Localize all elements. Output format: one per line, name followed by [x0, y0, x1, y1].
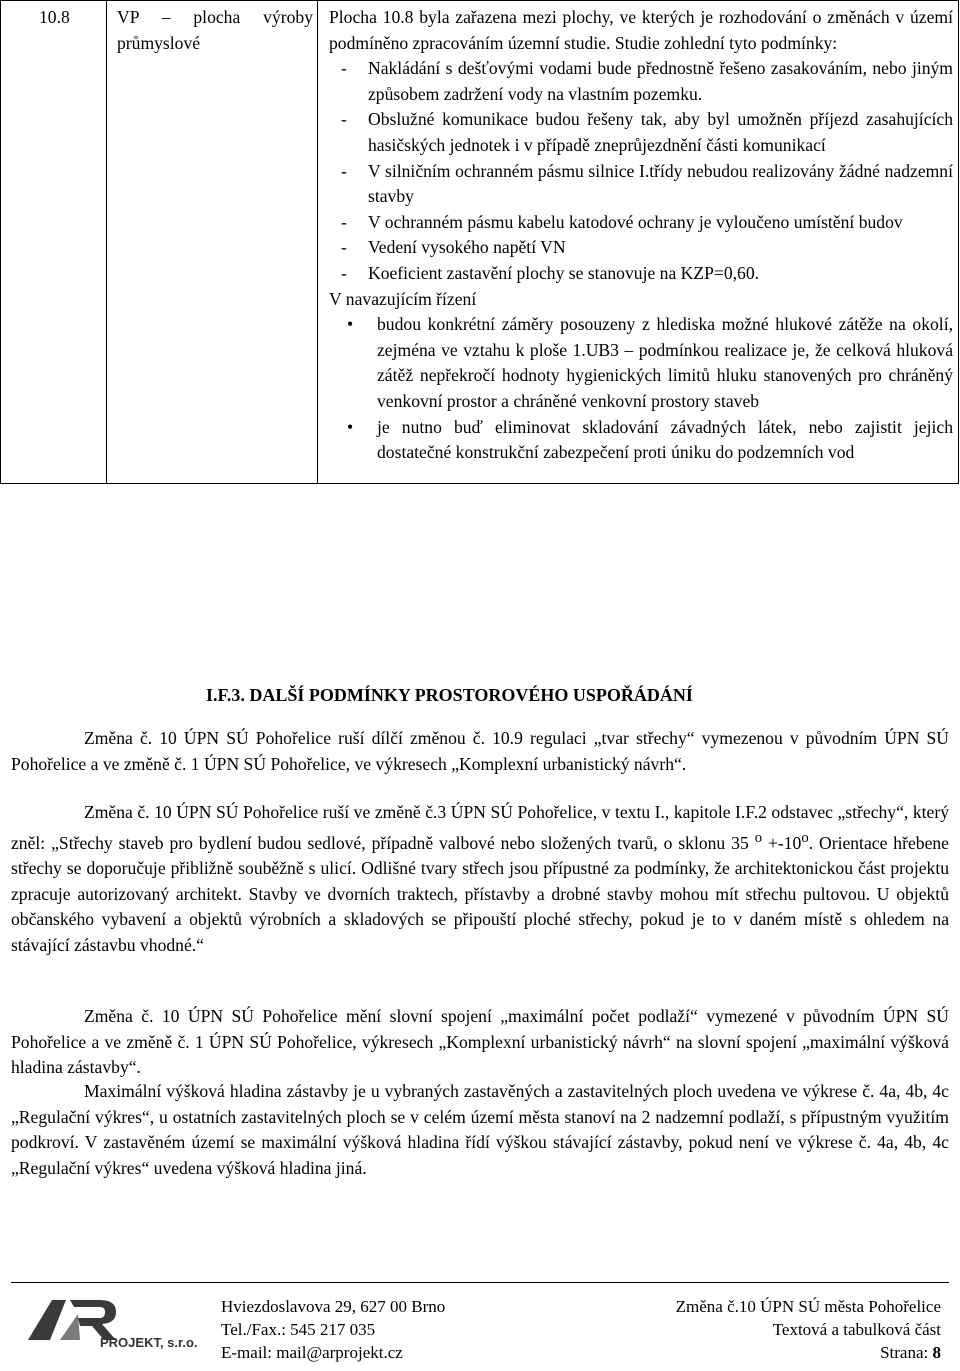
footer-email: E-mail: mail@arprojekt.cz	[221, 1343, 403, 1362]
footer-address: Hviezdoslavova 29, 627 00 Brno	[221, 1297, 446, 1316]
page-number: 8	[932, 1343, 941, 1362]
paragraph-max-height: Maximální výšková hladina zástavby je u vybraných zastavěných a zastavitelných ploch uvedena ve výkrese č. 4a, 4b, 4c „Regulační výkres“, u ostatních zastavitelných ploch se v celém území města stanoví na 2 nadzemní podlaží, s přípustným využitím podkroví. V zastavěném území se maximální výšková hladina řídí výškou stávající zástavby, pokud není ve výkrese č. 4a, 4b, 4c „Regulační výkres“ uvedena výšková hladina jiná.	[11, 1081, 949, 1178]
intro-text: Plocha 10.8 byla zařazena mezi plochy, ve kterých je rozhodování o změnách v území podmíněno zpracováním územní studie. Studie zohlední tyto podmínky:	[329, 7, 953, 53]
list-item: - Obslužné komunikace budou řešeny tak, aby byl umožněn příjezd zasahujících hasičských jednotek i v případě zneprůjezdnění části komunikací	[341, 109, 953, 155]
followup-title: V navazujícím řízení	[329, 288, 477, 309]
area-number: 10.8	[39, 7, 70, 27]
degree-superscript: o	[801, 829, 809, 846]
footer-phone: Tel./Fax.: 545 217 035	[221, 1320, 376, 1339]
paragraph-roof-shape: Změna č. 10 ÚPN SÚ Pohořelice ruší dílčí změnou č. 10.9 regulaci „tvar střechy“ vymezenou v původním ÚPN SÚ Pohořelice a ve změně č. 1 ÚPN SÚ Pohořelice, ve výkresech „Komplexní urbanistický návrh“.	[11, 728, 949, 774]
bullet-icon: •	[347, 314, 354, 335]
list-item: - V ochranném pásmu kabelu katodové ochrany je vyloučeno umístění budov	[341, 211, 903, 232]
list-item: - Koeficient zastavění plochy se stanovuje na KZP=0,60.	[341, 262, 760, 283]
footer-page: Strana: 8	[880, 1343, 941, 1362]
footer-divider	[11, 1282, 949, 1283]
list-item: - Vedení vysokého napětí VN	[341, 237, 566, 258]
list-item: • je nutno buď eliminovat skladování závadných látek, nebo zajistit jejich dostatečné konstrukční zabezpečení proti úniku do podzemních vod	[329, 415, 953, 466]
footer-doc-title: Změna č.10 ÚPN SÚ města Pohořelice	[675, 1297, 941, 1316]
degree-superscript: o	[754, 829, 763, 846]
list-item: - Nakládání s dešťovými vodami bude přednostně řešeno zasakováním, nebo jiným způsobem zadržení vody na vlastním pozemku.	[341, 58, 953, 104]
list-item: - V silničním ochranném pásmu silnice I.třídy nebudou realizovány žádné nadzemní stavby	[341, 160, 953, 207]
conditions-cell	[318, 1, 959, 484]
bullet-icon: •	[347, 416, 354, 437]
area-name: VP – plocha výroby průmyslové	[117, 7, 313, 53]
paragraph-height-terms: Změna č. 10 ÚPN SÚ Pohořelice mění slovní spojení „maximální počet podlaží“ vymezené v původním ÚPN SÚ Pohořelice a ve změně č. 1 ÚPN SÚ Pohořelice, výkresech „Komplexní urbanistický návrh“ na slovní spojení „maximální výšková hladina zástavby“.	[11, 1006, 949, 1078]
footer-doc-subtitle: Textová a tabulková část	[772, 1320, 941, 1339]
list-item: • budou konkrétní záměry posouzeny z hlediska možné hlukové zátěže na okolí, zejména ve vztahu k ploše 1.UB3 – podmínkou realizace je, že celková hluková zátěž nepřekročí hodnoty hygienických limitů hluku stanovených pro chráněný venkovní prostor a chráněné venkovní prostory staveb	[329, 312, 953, 414]
logo-text: PROJEKT, s.r.o.	[100, 1335, 198, 1350]
company-logo	[20, 1290, 220, 1355]
area-number-cell	[1, 1, 107, 484]
paragraph-roofs: Změna č. 10 ÚPN SÚ Pohořelice ruší ve změně č.3 ÚPN SÚ Pohořelice, v textu I., kapitole I.F.2 odstavec „střechy“, který zněl: „Střechy staveb pro bydlení budou sedlové, případně valbové nebo složených tvarů, o sklonu 35 $^o +-10^o$. Orientace hřebene střechy se doporučuje přibližně souběžně s ulicí. Odlišné tvary střech jsou přípustné za podmínky, že architektonickou část projektu zpracuje autorizovaný architekt. Stavby ve dvorních traktech, přístavby a drobné stavby mohou mít střechu pultovou. U objektů občanského vybavení a objektů výrobních a skladových se připouští ploché střechy, pokud je to v daném místě s ohledem na stávající zástavbu vhodné.“	[11, 802, 949, 955]
regulation-table	[0, 0, 959, 484]
area-name-cell	[107, 1, 318, 484]
section-heading: I.F.3. DALŠÍ PODMÍNKY PROSTOROVÉHO USPOŘÁDÁNÍ	[206, 685, 693, 705]
table-row	[1, 1, 959, 484]
